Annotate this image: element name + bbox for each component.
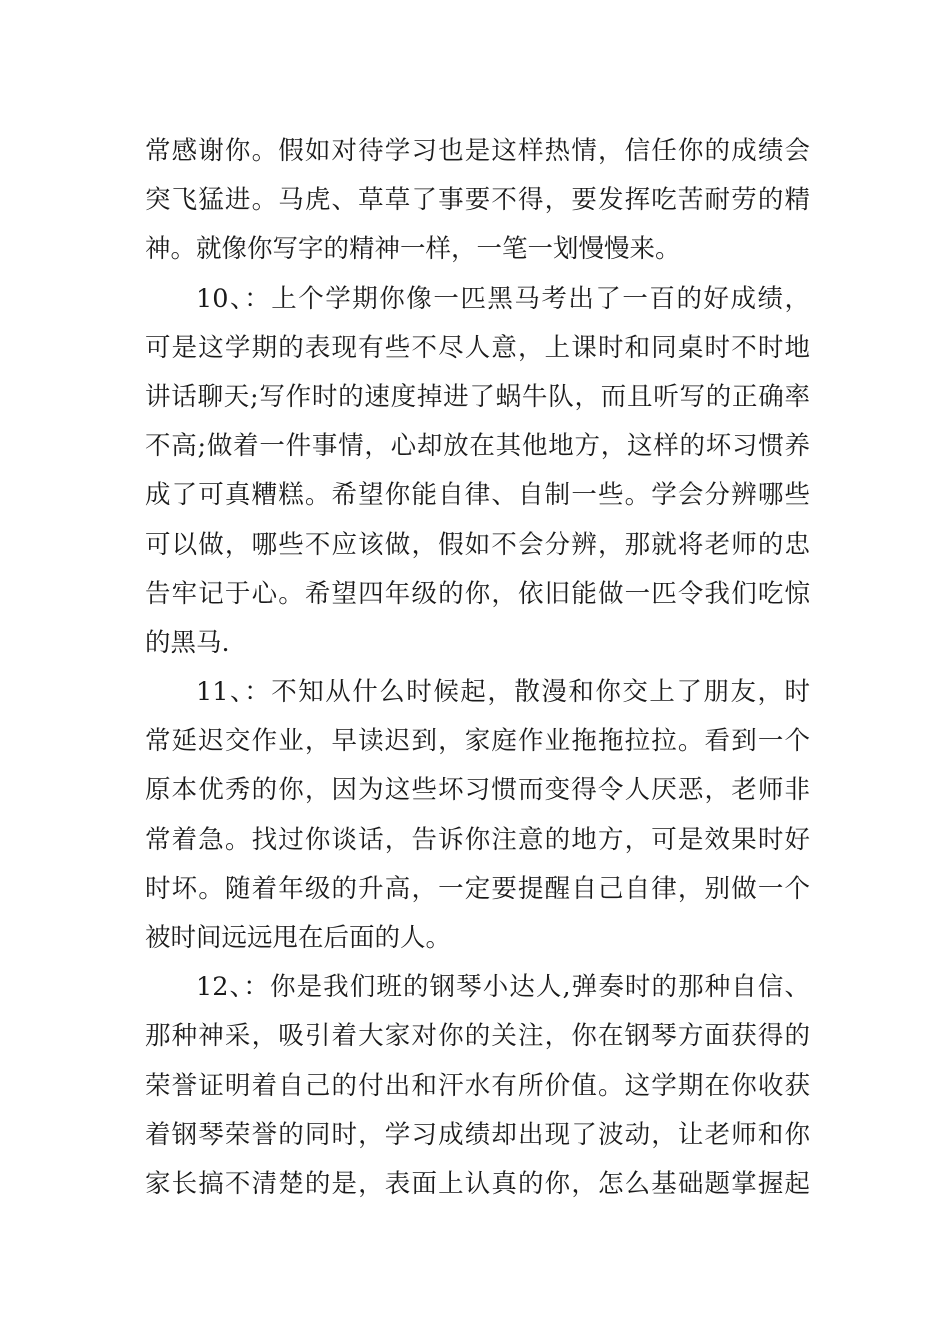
text-line: 告牢记于心。希望四年级的你，依旧能做一匹令我们吃惊 (145, 578, 810, 609)
text-line: 12、：你是我们班的钢琴小达人,弹奏时的那种自信、 (196, 972, 810, 1003)
document-body (145, 127, 810, 1209)
text-line: 10、：上个学期你像一匹黑马考出了一百的好成绩， (196, 283, 810, 314)
text-line: 常延迟交作业，早读迟到，家庭作业拖拖拉拉。看到一个 (145, 726, 810, 757)
text-line: 着钢琴荣誉的同时，学习成绩却出现了波动，让老师和你 (145, 1119, 810, 1150)
text-line: 时坏。随着年级的升高，一定要提醒自己自律，别做一个 (145, 873, 810, 904)
text-line: 成了可真糟糕。希望你能自律、自制一些。学会分辨哪些 (145, 480, 810, 511)
text-line: 被时间远远甩在后面的人。 (145, 923, 452, 953)
text-line: 的黑马. (145, 627, 230, 658)
text-line: 家长搞不清楚的是，表面上认真的你，怎么基础题掌握起 (145, 1168, 810, 1199)
text-line: 讲话聊天;写作时的速度掉进了蜗牛队，而且听写的正确率 (145, 381, 810, 412)
text-line: 不高;做着一件事情，心却放在其他地方，这样的坏习惯养 (145, 431, 810, 462)
text-line: 11、：不知从什么时候起，散漫和你交上了朋友，时 (196, 677, 810, 708)
paragraph-p11 (145, 668, 810, 963)
text-line: 常感谢你。假如对待学习也是这样热情，信任你的成绩会 (145, 136, 810, 166)
text-line: 可是这学期的表现有些不尽人意，上课时和同桌时不时地 (145, 332, 810, 363)
paragraph-p12 (145, 963, 810, 1209)
text-line: 神。就像你写字的精神一样，一笔一划慢慢来。 (145, 234, 681, 265)
text-line: 荣誉证明着自己的付出和汗水有所价值。这学期在你收获 (145, 1070, 810, 1101)
text-line: 突飞猛进。马虎、草草了事要不得，要发挥吃苦耐劳的精 (145, 185, 810, 216)
text-line: 原本优秀的你，因为这些坏习惯而变得令人厌恶，老师非 (145, 775, 810, 806)
paragraph-p10 (145, 275, 810, 669)
text-line: 可以做，哪些不应该做，假如不会分辨，那就将老师的忠 (145, 529, 810, 560)
paragraph-p9-end (145, 127, 810, 275)
text-line: 那种神采，吸引着大家对你的关注，你在钢琴方面获得的 (145, 1021, 810, 1052)
text-line: 常着急。找过你谈话，告诉你注意的地方，可是效果时好 (145, 824, 810, 855)
